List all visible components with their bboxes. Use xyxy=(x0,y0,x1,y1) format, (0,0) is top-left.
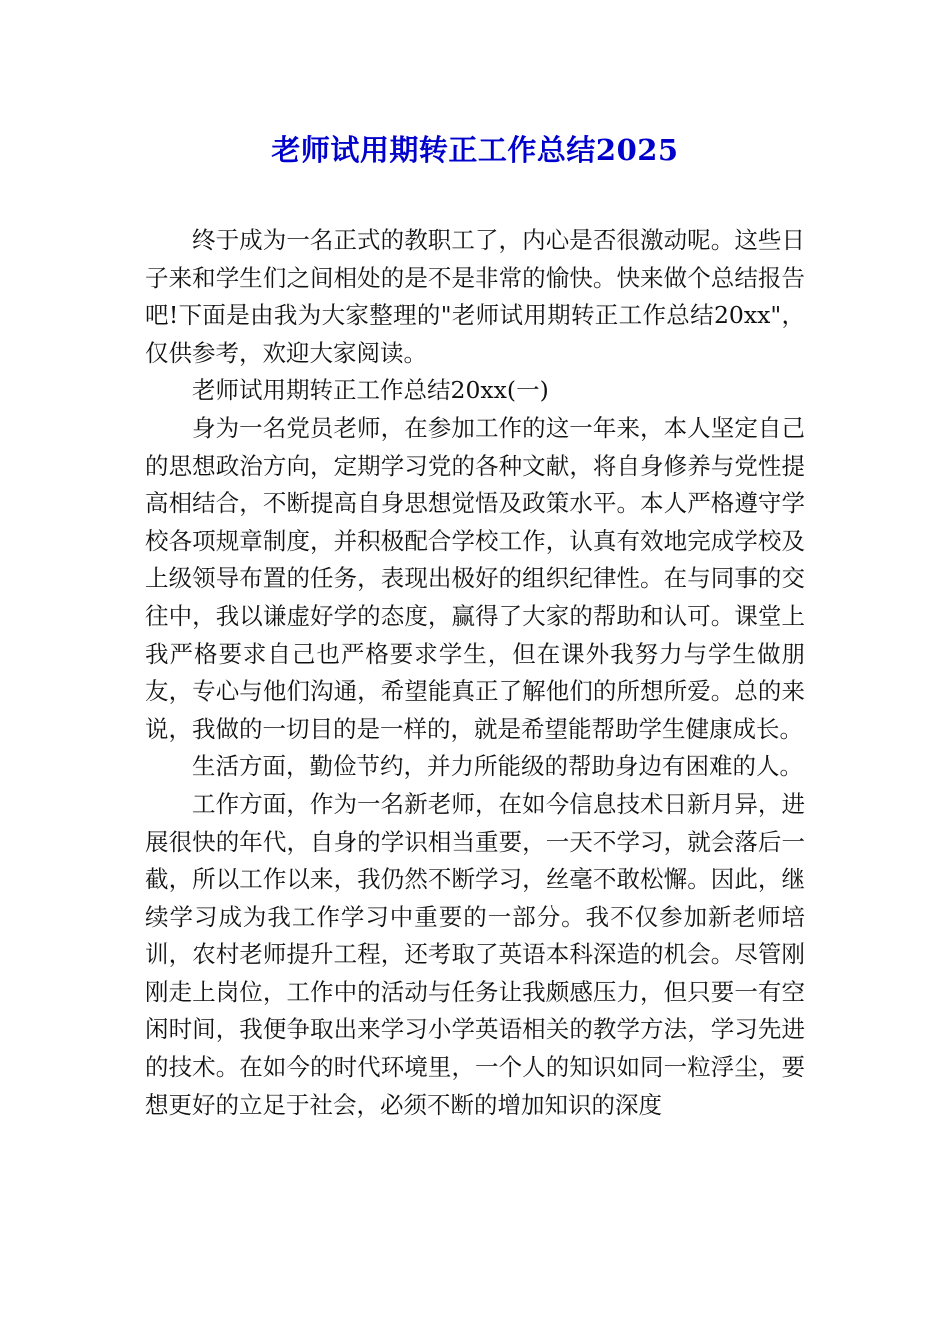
document-title: 老师试用期转正工作总结2025 xyxy=(271,133,679,167)
section-heading: 老师试用期转正工作总结20xx(一) xyxy=(192,376,549,405)
body-paragraph: 身为一名党员老师，在参加工作的这一年来，本人坚定自己的思想政治方向，定期学习党的各种文献，将自身修养与党性提高相结合，不断提高自身思想觉悟及政策水平。本人严格遵守学校各项规章制度，并积极配合学校工作，认真有效地完成学校及上级领导布置的任务，表现出极好的组织纪律性。在与同事的交往中，我以谦虚好学的态度，赢得了大家的帮助和认可。课堂上我严格要求自己也严格要求学生，但在课外我努力与学生做朋友，专心与他们沟通，希望能真正了解他们的所想所爱。总的来说，我做的一切目的是一样的，就是希望能帮助学生健康成长。 xyxy=(145,413,805,743)
body-paragraph: 生活方面，勤俭节约，并力所能级的帮助身边有困难的人。 xyxy=(192,752,803,781)
document-body xyxy=(145,222,805,1124)
intro-paragraph: 终于成为一名正式的教职工了，内心是否很激动呢。这些日子来和学生们之间相处的是不是非常的愉快。快来做个总结报告吧!下面是由我为大家整理的"老师试用期转正工作总结20xx"，仅供参考，欢迎大家阅读。 xyxy=(145,226,805,367)
body-paragraph: 工作方面，作为一名新老师，在如今信息技术日新月异，进展很快的年代，自身的学识相当重要，一天不学习，就会落后一截，所以工作以来，我仍然不断学习，丝毫不敢松懈。因此，继续学习成为我工作学习中重要的一部分。我不仅参加新老师培训，农村老师提升工程，还考取了英语本科深造的机会。尽管刚刚走上岗位，工作中的活动与任务让我颇感压力，但只要一有空闲时间，我便争取出来学习小学英语相关的教学方法，学习先进的技术。在如今的时代环境里，一个人的知识如同一粒浮尘，要想更好的立足于社会，必须不断的增加知识的深度 xyxy=(145,789,805,1119)
